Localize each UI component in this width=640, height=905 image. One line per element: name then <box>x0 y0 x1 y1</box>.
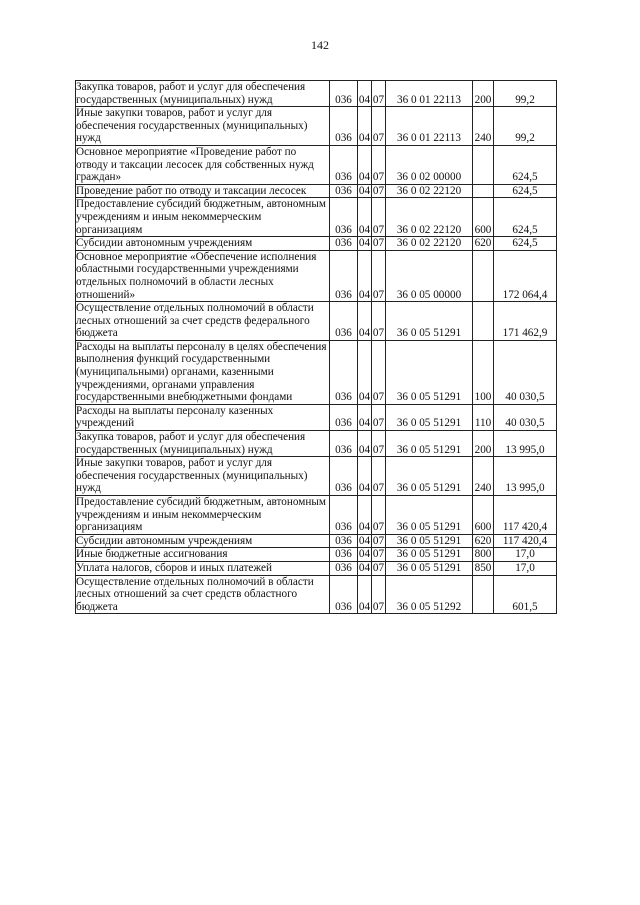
subsection-code-cell: 07 <box>372 81 386 107</box>
row-name-cell: Уплата налогов, сборов и иных платежей <box>76 561 330 575</box>
section-code-cell: 04 <box>358 198 372 237</box>
ministry-code-cell: 036 <box>330 198 358 237</box>
row-name-cell: Иные закупки товаров, работ и услуг для обеспечения государственных (муниципальных) нужд <box>76 457 330 496</box>
sum-cell: 624,5 <box>494 184 557 198</box>
target-article-cell: 36 0 02 00000 <box>386 145 473 184</box>
section-code-cell: 04 <box>358 340 372 404</box>
subsection-code-cell: 07 <box>372 302 386 341</box>
table-row <box>76 198 557 237</box>
section-code-cell: 04 <box>358 561 371 574</box>
expense-type-cell: 620 <box>473 237 494 251</box>
expense-type-cell <box>473 184 494 198</box>
sum-cell: 40 030,5 <box>494 404 557 430</box>
row-name-cell: Субсидии автономным учреждениям <box>76 534 330 548</box>
sum-cell: 171 462,9 <box>494 302 557 341</box>
expense-type-cell <box>473 250 494 301</box>
target-article-cell: 36 0 05 51291 <box>386 548 473 562</box>
ministry-code-cell: 036 <box>330 340 358 404</box>
target-article-cell: 36 0 02 22120 <box>386 198 473 237</box>
section-code-cell: 04 <box>358 548 371 561</box>
sum-cell: 99,2 <box>494 107 557 146</box>
sum-cell: 624,5 <box>494 198 557 237</box>
section-code-cell: 04 <box>358 431 372 457</box>
table-row <box>76 457 557 496</box>
expense-type-cell <box>473 575 494 614</box>
section-code-cell: 04 <box>358 302 372 341</box>
row-name-cell: Субсидии автономным учреждениям <box>76 237 330 251</box>
expense-type-cell: 240 <box>473 457 494 496</box>
subsection-code-cell: 07 <box>372 404 386 430</box>
row-name-cell: Предоставление субсидий бюджетным, автономным учреждениям и иным некоммерческим организациям <box>76 496 330 535</box>
section-code-cell: 04 <box>358 107 372 146</box>
target-article-cell: 36 0 05 51292 <box>386 575 473 614</box>
subsection-code-cell: 07 <box>372 237 385 250</box>
table-row <box>76 302 557 341</box>
expense-type-cell: 200 <box>473 431 494 457</box>
sum-cell: 117 420,4 <box>494 496 557 535</box>
ministry-code-cell: 036 <box>330 107 358 146</box>
row-name-cell: Иные бюджетные ассигнования <box>76 548 330 562</box>
ministry-code-cell: 036 <box>330 561 358 575</box>
subsection-code-cell: 07 <box>372 184 385 197</box>
expense-type-cell: 620 <box>473 534 494 548</box>
expense-type-cell: 100 <box>473 340 494 404</box>
sum-cell: 13 995,0 <box>494 431 557 457</box>
table-row <box>76 575 557 614</box>
row-name-cell: Проведение работ по отводу и таксации лесосек <box>76 184 330 198</box>
ministry-code-cell: 036 <box>330 457 358 496</box>
target-article-cell: 36 0 05 51291 <box>386 496 473 535</box>
table-row <box>76 107 557 146</box>
section-code-cell: 04 <box>358 496 372 535</box>
row-name-cell: Осуществление отдельных полномочий в области лесных отношений за счет средств федерального бюджета <box>76 302 330 341</box>
subsection-code-cell: 07 <box>372 198 386 237</box>
target-article-cell: 36 0 05 51291 <box>386 457 473 496</box>
sum-cell: 17,0 <box>494 561 557 575</box>
row-name-cell: Предоставление субсидий бюджетным, автономным учреждениям и иным некоммерческим организациям <box>76 198 330 237</box>
section-code-cell: 04 <box>358 457 372 496</box>
subsection-code-cell: 07 <box>372 250 386 301</box>
row-name-cell: Расходы на выплаты персоналу казенных учреждений <box>76 404 330 430</box>
subsection-code-cell: 07 <box>372 457 386 496</box>
budget-table <box>75 80 557 614</box>
section-code-cell: 04 <box>358 81 372 107</box>
table-row <box>76 237 557 251</box>
sum-cell: 40 030,5 <box>494 340 557 404</box>
expense-type-cell <box>473 145 494 184</box>
expense-type-cell <box>473 302 494 341</box>
target-article-cell: 36 0 05 00000 <box>386 250 473 301</box>
ministry-code-cell: 036 <box>330 237 358 251</box>
table-row <box>76 404 557 430</box>
expense-type-cell: 850 <box>473 561 494 575</box>
ministry-code-cell: 036 <box>330 302 358 341</box>
ministry-code-cell: 036 <box>330 548 358 562</box>
sum-cell: 99,2 <box>494 81 557 107</box>
row-name-cell: Закупка товаров, работ и услуг для обеспечения государственных (муниципальных) нужд <box>76 81 330 107</box>
target-article-cell: 36 0 01 22113 <box>386 107 473 146</box>
table-row <box>76 561 557 575</box>
table-body <box>76 81 557 614</box>
table-row <box>76 145 557 184</box>
section-code-cell: 04 <box>358 237 371 250</box>
expense-type-cell: 110 <box>473 404 494 430</box>
target-article-cell: 36 0 05 51291 <box>386 431 473 457</box>
subsection-code-cell: 07 <box>372 496 386 535</box>
section-code-cell: 04 <box>358 184 371 197</box>
target-article-cell: 36 0 02 22120 <box>386 237 473 251</box>
sum-cell: 624,5 <box>494 237 557 251</box>
sum-cell: 601,5 <box>494 575 557 614</box>
ministry-code-cell: 036 <box>330 534 358 548</box>
section-code-cell: 04 <box>358 534 371 547</box>
subsection-code-cell: 07 <box>372 145 386 184</box>
sum-cell: 624,5 <box>494 145 557 184</box>
expense-type-cell: 240 <box>473 107 494 146</box>
target-article-cell: 36 0 05 51291 <box>386 561 473 575</box>
sum-cell: 117 420,4 <box>494 534 557 548</box>
ministry-code-cell: 036 <box>330 145 358 184</box>
ministry-code-cell: 036 <box>330 431 358 457</box>
page-number: 142 <box>311 38 329 52</box>
subsection-code-cell: 07 <box>372 561 385 574</box>
sum-cell: 172 064,4 <box>494 250 557 301</box>
target-article-cell: 36 0 01 22113 <box>386 81 473 107</box>
row-name-cell: Осуществление отдельных полномочий в области лесных отношений за счет средств областного бюджета <box>76 575 330 614</box>
subsection-code-cell: 07 <box>372 340 386 404</box>
ministry-code-cell: 036 <box>330 404 358 430</box>
section-code-cell: 04 <box>358 575 372 614</box>
target-article-cell: 36 0 05 51291 <box>386 534 473 548</box>
ministry-code-cell: 036 <box>330 496 358 535</box>
target-article-cell: 36 0 05 51291 <box>386 340 473 404</box>
subsection-code-cell: 07 <box>372 107 386 146</box>
expense-type-cell: 600 <box>473 496 494 535</box>
expense-type-cell: 800 <box>473 548 494 562</box>
table-row <box>76 548 557 562</box>
subsection-code-cell: 07 <box>372 548 385 561</box>
ministry-code-cell: 036 <box>330 575 358 614</box>
subsection-code-cell: 07 <box>372 431 386 457</box>
subsection-code-cell: 07 <box>372 575 386 614</box>
row-name-cell: Расходы на выплаты персоналу в целях обеспечения выполнения функций государственными (муниципальными) органами, казенными учреждениями, органами управления государственными внебюджетными фондами <box>76 340 330 404</box>
row-name-cell: Закупка товаров, работ и услуг для обеспечения государственных (муниципальных) нужд <box>76 431 330 457</box>
ministry-code-cell: 036 <box>330 81 358 107</box>
subsection-code-cell: 07 <box>372 534 385 547</box>
target-article-cell: 36 0 02 22120 <box>386 184 473 198</box>
table-row <box>76 496 557 535</box>
sum-cell: 13 995,0 <box>494 457 557 496</box>
row-name-cell: Основное мероприятие «Проведение работ по отводу и таксации лесосек для собственных нужд граждан» <box>76 145 330 184</box>
table-row <box>76 431 557 457</box>
table-row <box>76 81 557 107</box>
ministry-code-cell: 036 <box>330 250 358 301</box>
sum-cell: 17,0 <box>494 548 557 562</box>
target-article-cell: 36 0 05 51291 <box>386 404 473 430</box>
row-name-cell: Основное мероприятие «Обеспечение исполнения областными государственными учреждениями отдельных полномочий в области лесных отношений» <box>76 250 330 301</box>
table-row <box>76 250 557 301</box>
ministry-code-cell: 036 <box>330 184 358 198</box>
section-code-cell: 04 <box>358 404 372 430</box>
section-code-cell: 04 <box>358 250 372 301</box>
expense-type-cell: 200 <box>473 81 494 107</box>
expense-type-cell: 600 <box>473 198 494 237</box>
table-row <box>76 340 557 404</box>
target-article-cell: 36 0 05 51291 <box>386 302 473 341</box>
section-code-cell: 04 <box>358 145 372 184</box>
table-row <box>76 184 557 198</box>
table-row <box>76 534 557 548</box>
row-name-cell: Иные закупки товаров, работ и услуг для обеспечения государственных (муниципальных) нужд <box>76 107 330 146</box>
